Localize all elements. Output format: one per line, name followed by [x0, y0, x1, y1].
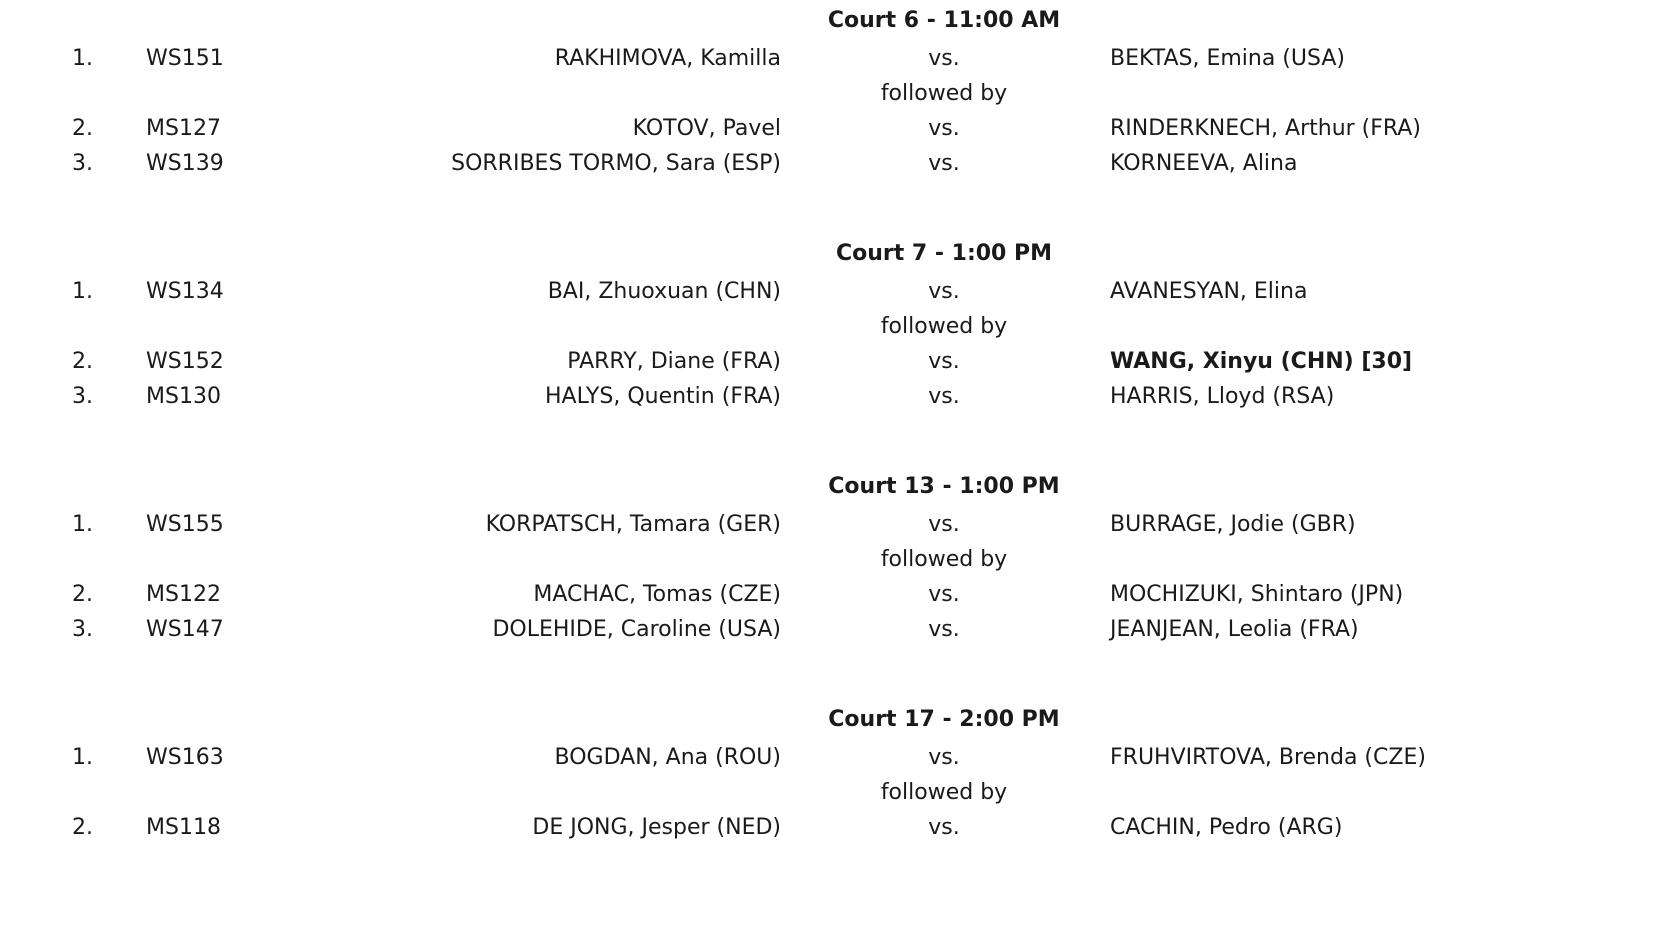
player-two: CACHIN, Pedro (ARG) — [1110, 815, 1343, 840]
player-one: MACHAC, Tomas (CZE) — [533, 582, 781, 607]
followed-by-label: followed by — [880, 81, 1008, 106]
player-one: DE JONG, Jesper (NED) — [532, 815, 781, 840]
player-two: HARRIS, Lloyd (RSA) — [1110, 384, 1335, 409]
match-row — [0, 277, 1667, 307]
match-row — [0, 743, 1667, 773]
player-one: PARRY, Diane (FRA) — [567, 349, 781, 374]
order-number: 1. — [72, 279, 93, 304]
court-title: Court 17 - 2:00 PM — [828, 707, 1060, 732]
vs-label: vs. — [928, 279, 960, 304]
player-two: JEANJEAN, Leolia (FRA) — [1110, 617, 1359, 642]
vs-label: vs. — [928, 815, 960, 840]
vs-label: vs. — [928, 582, 960, 607]
match-code: MS122 — [146, 582, 221, 607]
vs-label: vs. — [928, 617, 960, 642]
player-one: DOLEHIDE, Caroline (USA) — [492, 617, 781, 642]
match-row — [0, 382, 1667, 412]
match-row — [0, 813, 1667, 843]
match-code: WS134 — [146, 279, 224, 304]
match-code: WS147 — [146, 617, 224, 642]
order-number: 3. — [72, 617, 93, 642]
order-number: 1. — [72, 512, 93, 537]
order-number: 3. — [72, 151, 93, 176]
player-one: SORRIBES TORMO, Sara (ESP) — [451, 151, 781, 176]
match-code: WS155 — [146, 512, 224, 537]
order-number: 3. — [72, 384, 93, 409]
match-row — [0, 114, 1667, 144]
player-two: BURRAGE, Jodie (GBR) — [1110, 512, 1356, 537]
followed-by-label: followed by — [880, 780, 1008, 805]
player-one: KOTOV, Pavel — [632, 116, 781, 141]
order-number: 1. — [72, 46, 93, 71]
match-row — [0, 510, 1667, 540]
followed-by-label: followed by — [880, 314, 1008, 339]
vs-label: vs. — [928, 512, 960, 537]
order-number: 1. — [72, 745, 93, 770]
court-title: Court 13 - 1:00 PM — [828, 474, 1060, 499]
vs-label: vs. — [928, 116, 960, 141]
match-row — [0, 149, 1667, 179]
player-one: BAI, Zhuoxuan (CHN) — [547, 279, 781, 304]
player-one: BOGDAN, Ana (ROU) — [554, 745, 781, 770]
player-two: AVANESYAN, Elina — [1110, 279, 1308, 304]
match-code: MS130 — [146, 384, 221, 409]
vs-label: vs. — [928, 151, 960, 176]
vs-label: vs. — [928, 46, 960, 71]
match-code: WS151 — [146, 46, 224, 71]
match-code: WS163 — [146, 745, 224, 770]
match-code: WS139 — [146, 151, 224, 176]
order-number: 2. — [72, 582, 93, 607]
match-row — [0, 580, 1667, 610]
match-row — [0, 615, 1667, 645]
vs-label: vs. — [928, 349, 960, 374]
player-two: MOCHIZUKI, Shintaro (JPN) — [1110, 582, 1404, 607]
match-row — [0, 347, 1667, 377]
order-number: 2. — [72, 349, 93, 374]
player-one: KORPATSCH, Tamara (GER) — [485, 512, 781, 537]
match-row — [0, 44, 1667, 74]
vs-label: vs. — [928, 745, 960, 770]
player-two: FRUHVIRTOVA, Brenda (CZE) — [1110, 745, 1426, 770]
order-number: 2. — [72, 815, 93, 840]
player-two: KORNEEVA, Alina — [1110, 151, 1298, 176]
player-one: HALYS, Quentin (FRA) — [545, 384, 781, 409]
court-title: Court 7 - 1:00 PM — [835, 241, 1053, 266]
court-title: Court 6 - 11:00 AM — [827, 8, 1061, 33]
followed-by-label: followed by — [880, 547, 1008, 572]
match-code: WS152 — [146, 349, 224, 374]
vs-label: vs. — [928, 384, 960, 409]
player-two: RINDERKNECH, Arthur (FRA) — [1110, 116, 1421, 141]
match-code: MS118 — [146, 815, 221, 840]
order-number: 2. — [72, 116, 93, 141]
player-one: RAKHIMOVA, Kamilla — [554, 46, 781, 71]
player-two: WANG, Xinyu (CHN) [30] — [1110, 349, 1413, 374]
match-code: MS127 — [146, 116, 221, 141]
player-two: BEKTAS, Emina (USA) — [1110, 46, 1345, 71]
